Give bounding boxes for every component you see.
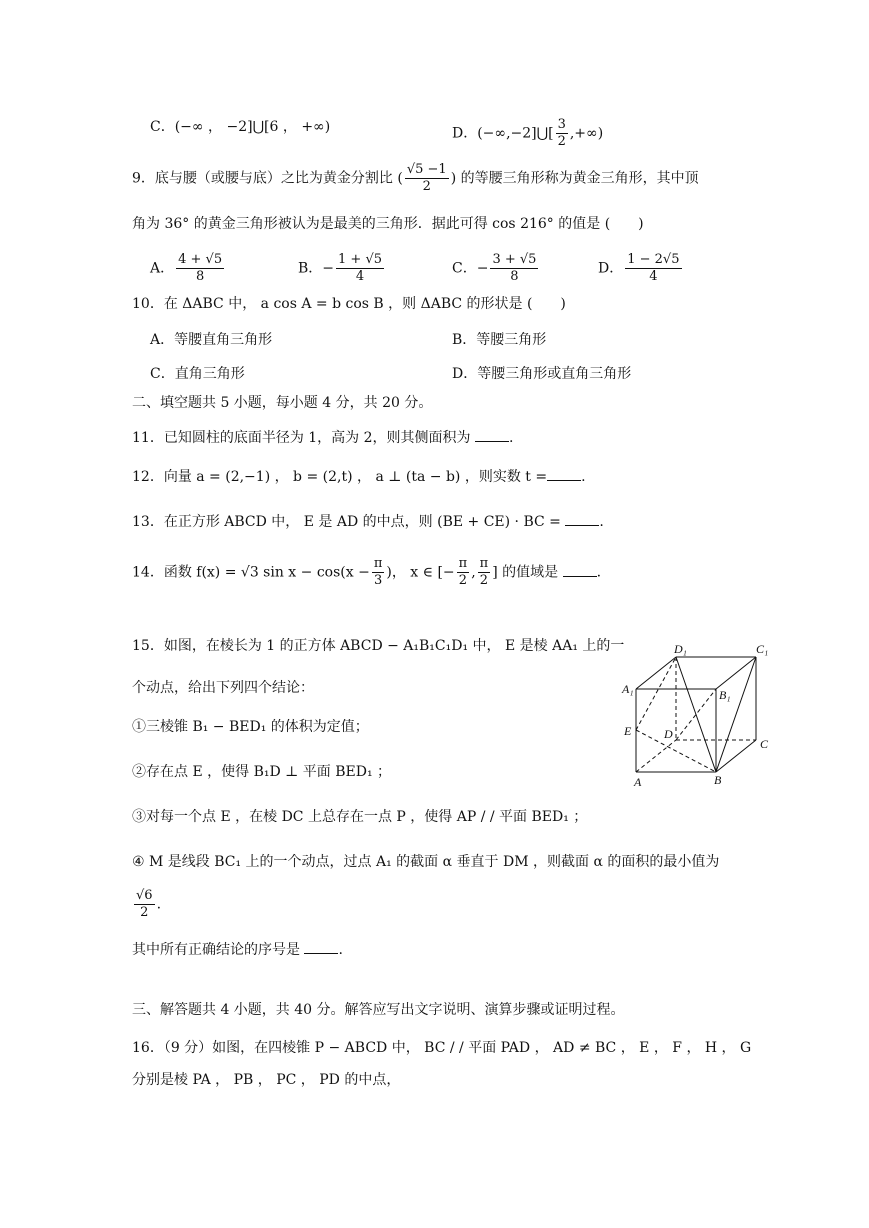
edge-ad-hidden bbox=[636, 740, 676, 772]
q13-answer-blank bbox=[565, 513, 599, 526]
q8-option-d: D．(−∞,−2]⋃[ $\frac{3}{2}$ ,+∞) bbox=[452, 117, 604, 149]
q12-stem: 12．向量 a = (2,−1) ， b = (2,t) ， a ⊥ (ta − b) ，则实数 t = . bbox=[132, 469, 586, 485]
q11-stem: 11．已知圆柱的底面半径为 1，高为 2，则其侧面积为 . bbox=[132, 430, 514, 446]
label-b1: B₁ bbox=[719, 688, 731, 702]
segment-d1b bbox=[676, 657, 716, 772]
q15-question: 其中所有正确结论的序号是 . bbox=[132, 942, 343, 958]
q15-stem-line2: 个动点，给出下列四个结论： bbox=[132, 680, 314, 696]
label-d: D bbox=[664, 727, 673, 741]
label-a: A bbox=[634, 775, 642, 789]
q10-option-b: B．等腰三角形 bbox=[452, 332, 547, 348]
q16-stem-line2: 分别是棱 PA ， PB ， PC ， PD 的中点， bbox=[132, 1072, 401, 1088]
q15-answer-blank bbox=[304, 941, 338, 954]
label-d1: D₁ bbox=[674, 642, 687, 656]
q10-stem: 10．在 ΔABC 中， a cos A = b cos B ，则 ΔABC 的形状是 ( ) bbox=[132, 296, 566, 312]
q9-stem-line1: 9．底与腰（或腰与底）之比为黄金分割比 ( $\frac{√5 -1}{2}$ ) 的等腰三角形称为黄金三角形，其中顶 bbox=[132, 162, 699, 194]
label-a1: A₁ bbox=[622, 682, 634, 696]
cube-figure bbox=[618, 642, 788, 792]
q11-answer-blank bbox=[475, 429, 509, 442]
q16-stem-line1: 16．（9 分）如图，在四棱锥 P − ABCD 中， BC / / 平面 PAD ， AD ≠ BC ， E ， F ， H ， G bbox=[132, 1040, 752, 1056]
segment-bc1 bbox=[716, 657, 756, 772]
q15-stem-line1: 15．如图，在棱长为 1 的正方体 ABCD − A₁B₁C₁D₁ 中， E 是棱 AA₁ 上的一 bbox=[132, 638, 625, 654]
q10-option-c: C．直角三角形 bbox=[150, 366, 245, 382]
segment-ed1-hidden bbox=[636, 657, 676, 730]
label-b: B bbox=[714, 773, 722, 787]
q15-conclusion-2: ②存在点 E ，使得 B₁D ⊥ 平面 BED₁ ； bbox=[132, 764, 392, 780]
q12-answer-blank bbox=[547, 468, 581, 481]
q8-option-c: C．(−∞ ， −2]⋃[6 ， +∞) bbox=[150, 119, 331, 135]
q15-conclusion-4-value: $\frac{√6}{2}$ . bbox=[136, 888, 162, 920]
q9-option-c: C．− $\frac{3 + √5}{8}$ bbox=[452, 252, 537, 284]
edge-a1d1 bbox=[636, 657, 676, 689]
label-c: C bbox=[760, 737, 769, 751]
q10-option-d: D．等腰三角形或直角三角形 bbox=[452, 366, 632, 382]
q15-conclusion-3: ③对每一个点 E ，在棱 DC 上总存在一点 P ，使得 AP / / 平面 BED₁ ； bbox=[132, 809, 588, 825]
q10-option-a: A．等腰直角三角形 bbox=[150, 332, 273, 348]
label-c1: C₁ bbox=[756, 642, 769, 656]
q15-conclusion-1: ①三棱锥 B₁ − BED₁ 的体积为定值； bbox=[132, 719, 369, 735]
q14-answer-blank bbox=[563, 564, 597, 577]
q13-stem: 13．在正方形 ABCD 中， E 是 AD 的中点，则 (BE + CE) · BC = . bbox=[132, 514, 604, 530]
q14-stem: 14．函数 f(x) = √3 sin x − cos(x − $\frac{\pi}{3}$ )， x ∈ [− $\frac{\pi}{2}$ , $\frac{\pi}{2}$ ] 的值域是 . bbox=[132, 556, 602, 588]
section-heading-solve: 三、解答题共 4 小题，共 40 分。解答应写出文字说明、演算步骤或证明过程。 bbox=[132, 1002, 625, 1018]
q9-option-a: A． $\frac{4 + √5}{8}$ bbox=[150, 252, 223, 284]
q9-option-d: D． $\frac{1 - 2√5}{4}$ bbox=[598, 252, 680, 284]
q9-stem-line2: 角为 36° 的黄金三角形被认为是最美的三角形．据此可得 cos 216° 的值是 ( ) bbox=[132, 216, 644, 232]
q15-conclusion-4: ④ M 是线段 BC₁ 上的一个动点，过点 A₁ 的截面 α 垂直于 DM ，则截面 α 的面积的最小值为 bbox=[132, 854, 720, 870]
section-heading-fill-in: 二、填空题共 5 小题，每小题 4 分，共 20 分。 bbox=[132, 395, 433, 411]
label-e: E bbox=[624, 724, 632, 738]
q9-option-b: B．− $\frac{1 + √5}{4}$ bbox=[298, 252, 383, 284]
